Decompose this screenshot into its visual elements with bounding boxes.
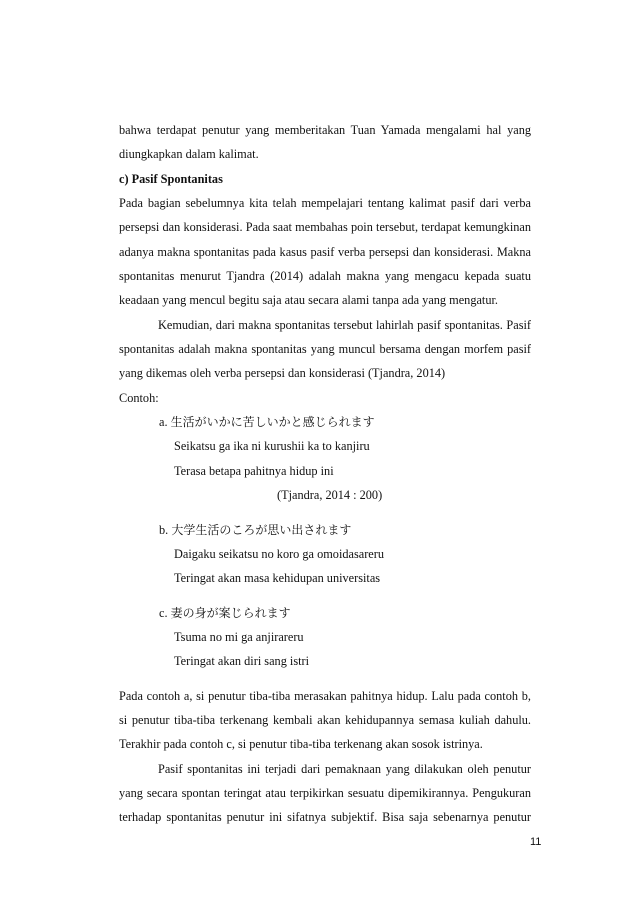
example-header <box>159 518 531 542</box>
romaji-line: Daigaku seikatsu no koro ga omoidasareru <box>174 546 385 561</box>
paragraph-4 <box>119 684 531 757</box>
text-line: diungkapkan dalam kalimat. <box>119 147 259 162</box>
japanese-sentence: 大学生活のころが思い出されます <box>171 522 352 537</box>
source-citation: (Tjandra, 2014 : 200) <box>277 488 383 503</box>
text-line: Terakhir pada contoh c, si penutur tiba-tiba terkenang akan sosok istrinya. <box>119 737 483 752</box>
example-marker: a. <box>159 415 168 430</box>
example-a <box>119 410 531 507</box>
text-line: keadaan yang mencul begitu saja atau secara alami tanpa ada yang mengatur. <box>119 293 498 308</box>
spacer <box>119 508 531 518</box>
paragraph-5 <box>119 757 531 830</box>
example-c <box>119 601 531 674</box>
translation-line: Teringat akan diri sang istri <box>174 654 310 669</box>
section-heading: c) Pasif Spontanitas <box>119 171 223 186</box>
text-line: spontanitas menurut Tjandra (2014) adalah makna yang mengacu kepada suatu <box>119 269 531 284</box>
spacer <box>119 591 531 601</box>
example-header <box>159 410 531 434</box>
text-line: Pada bagian sebelumnya kita telah mempelajari tentang kalimat pasif dari verba <box>119 196 531 211</box>
text-line: yang secara spontan teringat atau terpikirkan sesuatu dipemikirannya. Pengukuran <box>119 785 531 800</box>
translation-line: Teringat akan masa kehidupan universitas <box>174 571 381 586</box>
text-line: spontanitas adalah makna spontanitas yang muncul bersama dengan morfem pasif <box>119 342 531 357</box>
text-line: Kemudian, dari makna spontanitas tersebut lahirlah pasif spontanitas. Pasif <box>158 317 531 332</box>
romaji-line: Seikatsu ga ika ni kurushii ka to kanjiru <box>174 439 370 454</box>
example-marker: c. <box>159 605 168 620</box>
spacer <box>119 674 531 684</box>
text-line: terhadap spontanitas penutur ini sifatnya subjektif. Bisa saja sebenarnya penutur <box>119 810 531 825</box>
example-marker: b. <box>159 522 169 537</box>
text-line: yang dikemas oleh verba persepsi dan konsiderasi (Tjandra, 2014) <box>119 366 446 381</box>
text-line: si penutur tiba-tiba terkenang kembali akan kehidupannya semasa kuliah dahulu. <box>119 712 531 727</box>
text-line: bahwa terdapat penutur yang memberitakan Tuan Yamada mengalami hal yang <box>119 123 531 137</box>
text-line: persepsi dan konsiderasi. Pada saat membahas poin tersebut, terdapat kemungkinan <box>119 220 531 235</box>
page-body <box>119 118 531 830</box>
text-line: Pada contoh a, si penutur tiba-tiba merasakan pahitnya hidup. Lalu pada contoh b, <box>119 688 531 703</box>
japanese-sentence: 妻の身が案じられます <box>170 605 291 620</box>
example-intro: Contoh: <box>119 390 159 405</box>
paragraph-3 <box>119 313 531 386</box>
text-line: Pasif spontanitas ini terjadi dari pemaknaan yang dilakukan oleh penutur <box>158 761 531 776</box>
paragraph-2 <box>119 191 531 313</box>
text-line: adanya makna spontanitas pada kasus pasif verba persepsi dan konsiderasi. Makna <box>119 244 531 259</box>
translation-line: Terasa betapa pahitnya hidup ini <box>174 463 334 478</box>
example-b <box>119 518 531 591</box>
paragraph-1 <box>119 118 531 167</box>
japanese-sentence: 生活がいかに苦しいかと感じられます <box>170 415 375 430</box>
romaji-line: Tsuma no mi ga anjirareru <box>174 629 304 644</box>
page-number: 11 <box>530 836 542 848</box>
example-header <box>159 601 531 625</box>
